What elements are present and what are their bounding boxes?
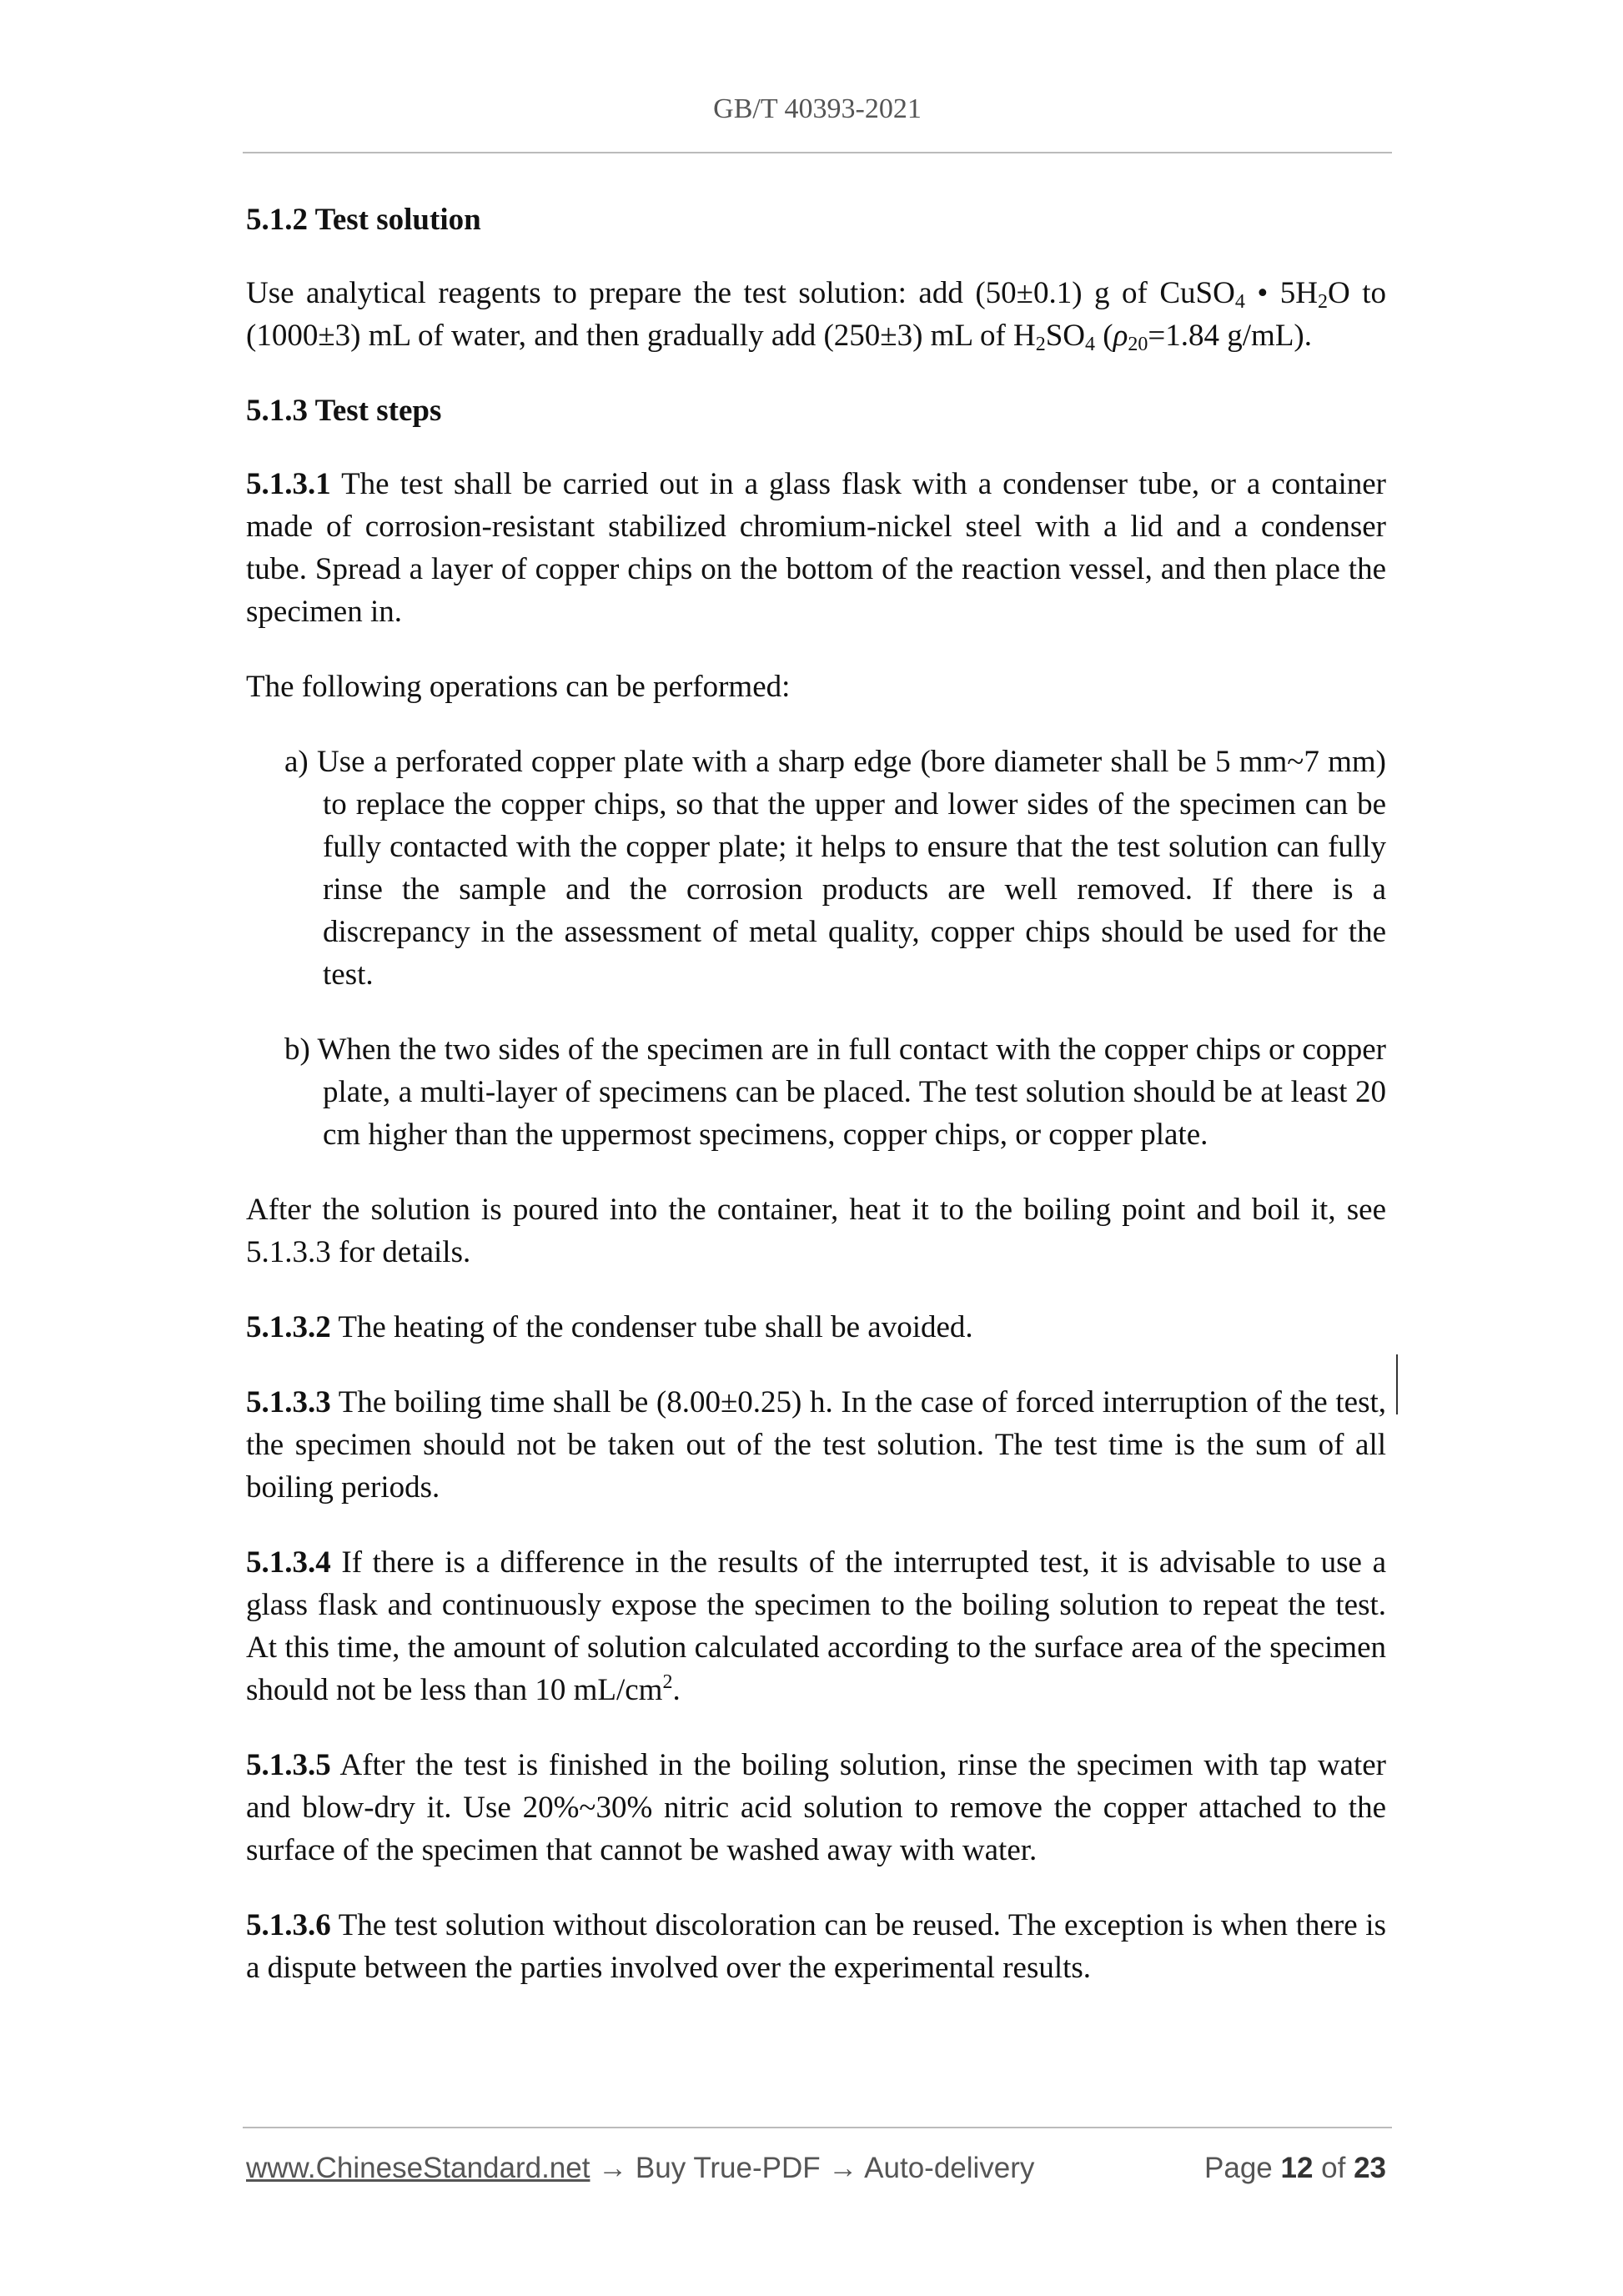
subscript: 4	[1085, 334, 1096, 355]
promo-text: → Buy True-PDF → Auto-delivery	[590, 2152, 1035, 2184]
clause-end: .	[672, 1673, 681, 1707]
subscript: 2	[1318, 291, 1328, 313]
header-divider	[243, 152, 1392, 153]
clause-text: If there is a difference in the results of the interrupted test, it is advisable to use a glass flask and continuously expose the specimen to the boiling solution to repeat the test. At this time, the amount of solution calculated according to the surface area of the specimen should not be less than 10 mL/cm	[246, 1545, 1386, 1707]
subscript: 20	[1128, 334, 1148, 355]
footer-promo	[246, 2152, 1034, 2185]
page-indicator	[1204, 2152, 1386, 2185]
list-item-b: b) When the two sides of the specimen are in full contact with the copper chips or copper plate, a multi-layer of specimens can be placed. The test solution should be at least 20 cm higher than the uppermost specimens, copper chips, or copper plate.	[284, 1032, 1386, 1152]
clause-text: The boiling time shall be (8.00±0.25) h. In the case of forced interruption of the test, the specimen should not be taken out of the test solution. The test time is the sum of all boiling periods.	[246, 1385, 1386, 1505]
section-heading-5-1-3: 5.1.3 Test steps	[246, 394, 442, 428]
clause-5-1-3-4	[246, 1541, 1386, 1711]
clause-number: 5.1.3.5	[246, 1748, 331, 1782]
page-number: 12	[1280, 2152, 1314, 2184]
clause-number: 5.1.3.2	[246, 1310, 331, 1344]
text-run: (	[1095, 319, 1113, 353]
after-solution-paragraph: After the solution is poured into the container, heat it to the boiling point and boil it, see 5.1.3.3 for details.	[246, 1193, 1386, 1269]
clause-5-1-3-6	[246, 1904, 1386, 1989]
text-run: SO	[1045, 319, 1086, 353]
subscript: 4	[1234, 291, 1245, 313]
text-run: O to (1000±3) mL of water, and then gradually add (250±3) mL of H	[246, 276, 1386, 353]
clause-5-1-3-5	[246, 1744, 1386, 1871]
clause-5-1-3-1	[246, 463, 1386, 633]
text-run: • 5H	[1244, 276, 1318, 310]
page-footer	[246, 2152, 1386, 2193]
text-run: Use analytical reagents to prepare the test solution: add (50±0.1) g of CuSO	[246, 276, 1235, 310]
clause-5-1-3-3	[246, 1381, 1386, 1509]
site-link[interactable]: www.ChineseStandard.net	[246, 2152, 590, 2184]
revision-change-bar	[1396, 1354, 1398, 1414]
text-run: =1.84 g/mL).	[1148, 319, 1312, 353]
page-label: Page	[1204, 2152, 1281, 2184]
clause-number: 5.1.3.6	[246, 1908, 331, 1942]
footer-divider	[243, 2127, 1392, 2128]
clause-number: 5.1.3.4	[246, 1545, 331, 1580]
document-id-header: GB/T 40393-2021	[713, 93, 922, 124]
list-item-a: a) Use a perforated copper plate with a sharp edge (bore diameter shall be 5 mm~7 mm) to replace the copper chips, so that the upper and lower sides of the specimen can be fully contacted with the copper plate; it helps to ensure that the test solution can fully rinse the sample and the corrosion products are well removed. If there is a discrepancy in the assessment of metal quality, copper chips should be used for the test.	[284, 745, 1386, 992]
operations-intro: The following operations can be performed:	[246, 670, 791, 704]
superscript: 2	[662, 1671, 673, 1693]
clause-5-1-3-2	[246, 1306, 1386, 1349]
clause-text: The heating of the condenser tube shall be avoided.	[330, 1310, 973, 1344]
clause-text: After the test is finished in the boiling solution, rinse the specimen with tap water and blow-dry it. Use 20%~30% nitric acid solution to remove the copper attached to the surface of the specimen that cannot be washed away with water.	[246, 1748, 1386, 1867]
page-total: 23	[1354, 2152, 1386, 2184]
section-heading-5-1-2: 5.1.2 Test solution	[246, 203, 481, 237]
clause-text: The test solution without discoloration can be reused. The exception is when there is a dispute between the parties involved over the experimental results.	[246, 1908, 1386, 1985]
density-symbol: ρ	[1113, 319, 1128, 353]
subscript: 2	[1035, 334, 1046, 355]
of-label: of	[1313, 2152, 1354, 2184]
clause-text: The test shall be carried out in a glass flask with a condenser tube, or a container made of corrosion-resistant stabilized chromium-nickel steel with a lid and a condenser tube. Spread a layer of copper chips on the bottom of the reaction vessel, and then place the specimen in.	[246, 467, 1386, 629]
test-solution-paragraph	[246, 272, 1386, 357]
clause-number: 5.1.3.3	[246, 1385, 331, 1419]
document-body	[246, 198, 1386, 2022]
clause-number: 5.1.3.1	[246, 467, 331, 501]
